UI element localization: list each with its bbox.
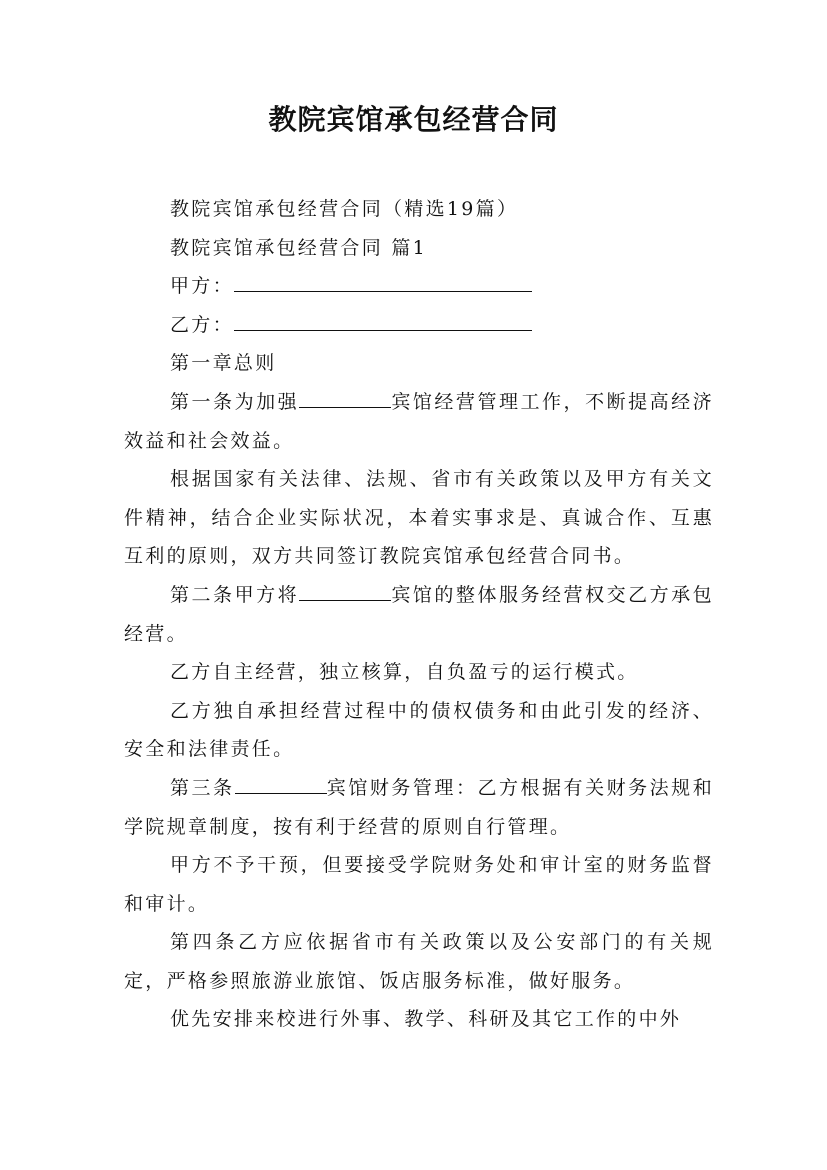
paragraph-self-operation: 乙方自主经营，独立核算，自负盈亏的运行模式。 — [170, 661, 639, 684]
paragraph-priority: 优先安排来校进行外事、教学、科研及其它工作的中外 — [170, 1008, 682, 1031]
party-b-line — [124, 306, 714, 345]
article-2-pre: 第二条甲方将 — [170, 583, 300, 606]
article-1-pre: 第一条为加强 — [170, 390, 300, 413]
hotel-name-blank-3 — [235, 775, 327, 794]
document-body — [124, 190, 714, 1039]
paragraph-audit: 甲方不予干预，但要接受学院财务处和审计室的财务监督和审计。 — [124, 854, 714, 915]
article-1 — [124, 383, 714, 460]
hotel-name-blank-2 — [299, 582, 391, 601]
hotel-name-blank-1 — [299, 389, 391, 408]
article-4: 第四条乙方应依据省市有关政策以及公安部门的有关规定，严格参照旅游业旅馆、饭店服务标准，做好服务。 — [124, 931, 714, 992]
party-a-blank — [234, 273, 532, 292]
section-heading: 教院宾馆承包经营合同 篇1 — [170, 236, 428, 259]
subtitle: 教院宾馆承包经营合同（精选19篇） — [170, 198, 519, 220]
paragraph-basis: 根据国家有关法律、法规、省市有关政策以及甲方有关文件精神，结合企业实际状况，本着实事求是、真诚合作、互惠互利的原则，双方共同签订教院宾馆承包经营合同书。 — [124, 468, 714, 568]
article-3-post: 宾馆财务管理：乙方根据有关财务法规和学院规章制度，按有利于经营的原则自行管理。 — [124, 776, 714, 838]
article-2-post: 宾馆的整体服务经营权交乙方承包经营。 — [124, 583, 714, 645]
article-3 — [124, 769, 714, 846]
party-b-blank — [234, 312, 532, 331]
article-2 — [124, 576, 714, 653]
article-1-post: 宾馆经营管理工作，不断提高经济效益和社会效益。 — [124, 390, 714, 452]
document-title: 教院宾馆承包经营合同 — [268, 103, 559, 136]
party-a-label: 甲方： — [170, 275, 234, 298]
party-a-line — [124, 267, 714, 306]
chapter-heading: 第一章总则 — [170, 352, 277, 375]
party-b-label: 乙方： — [170, 313, 234, 336]
paragraph-liability: 乙方独自承担经营过程中的债权债务和由此引发的经济、安全和法律责任。 — [124, 699, 714, 761]
article-3-pre: 第三条 — [170, 776, 235, 799]
